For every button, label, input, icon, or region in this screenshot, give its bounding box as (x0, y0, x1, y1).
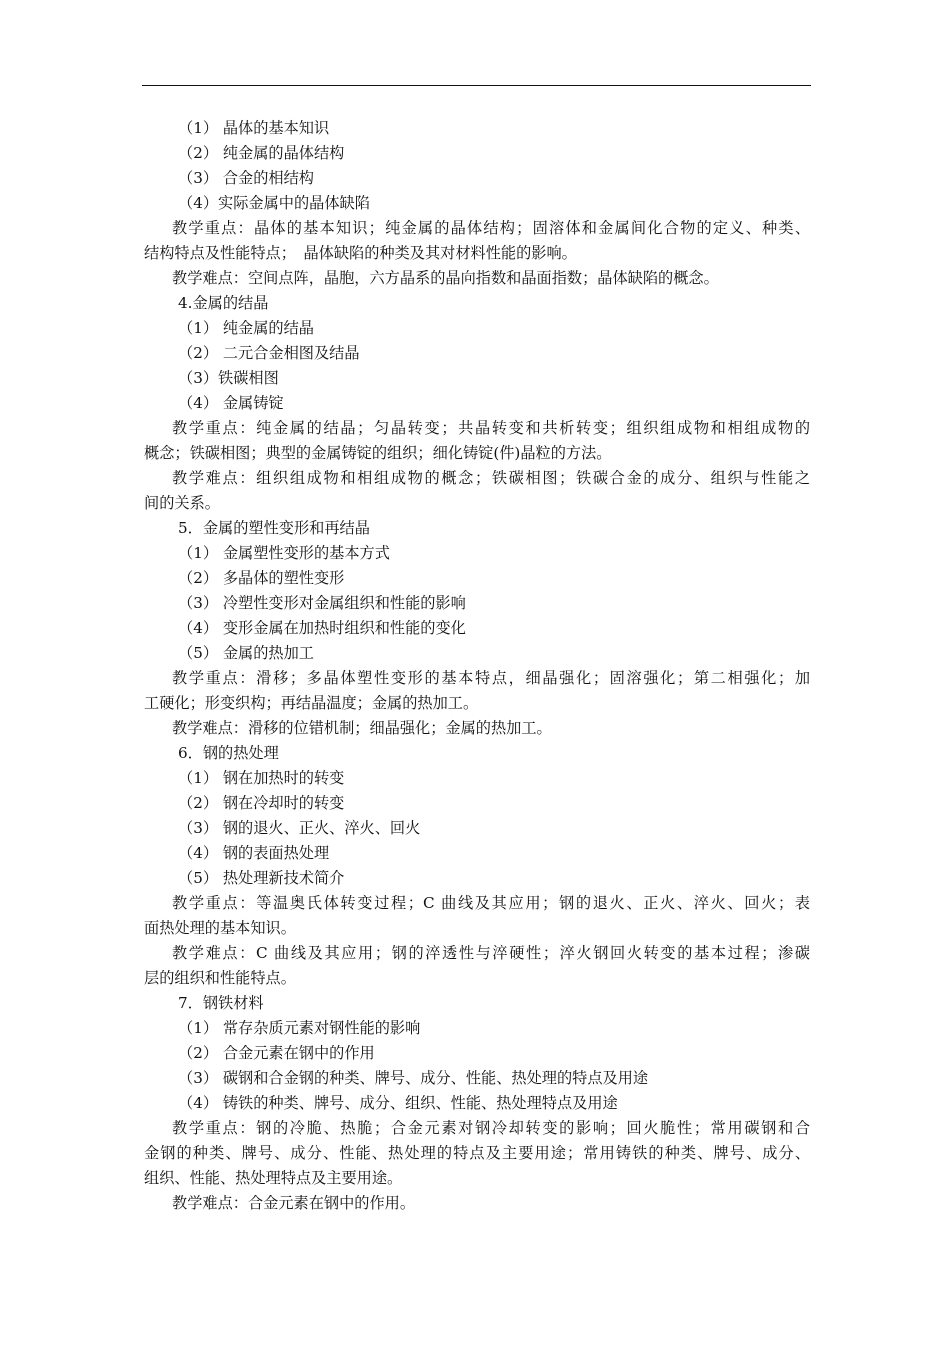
text-line: （2） 纯金属的晶体结构 (178, 144, 345, 162)
text-line: （5） 热处理新技术简介 (178, 869, 345, 887)
text-line: （2） 二元合金相图及结晶 (178, 344, 360, 362)
text-line: 面热处理的基本知识。 (144, 919, 296, 937)
text-line: 工硬化；形变织构；再结晶温度；金属的热加工。 (144, 694, 479, 712)
text-line: 层的组织和性能特点。 (144, 969, 296, 987)
text-line: 教学重点：滑移；多晶体塑性变形的基本特点，细晶强化；固溶强化；第二相强化；加 (172, 669, 810, 687)
text-line: （3） 钢的退火、正火、淬火、回火 (178, 819, 421, 837)
text-line: 教学难点：C 曲线及其应用；钢的淬透性与淬硬性；淬火钢回火转变的基本过程；渗碳 (172, 944, 810, 962)
text-line: （1） 钢在加热时的转变 (178, 769, 345, 787)
text-line: （2） 合金元素在钢中的作用 (178, 1044, 375, 1062)
text-line: 金钢的种类、牌号、成分、性能、热处理的特点及主要用途；常用铸铁的种类、牌号、成分、 (144, 1144, 810, 1162)
text-line: 间的关系。 (144, 494, 220, 512)
text-line: 教学难点：组织组成物和相组成物的概念；铁碳相图；铁碳合金的成分、组织与性能之 (172, 469, 810, 487)
text-line: （4） 铸铁的种类、牌号、成分、组织、性能、热处理特点及用途 (178, 1094, 618, 1112)
text-line: （4） 金属铸锭 (178, 394, 284, 412)
text-line: （1） 晶体的基本知识 (178, 119, 330, 137)
text-line: （1） 金属塑性变形的基本方式 (178, 544, 390, 562)
text-line: 6．钢的热处理 (178, 744, 279, 762)
text-line: （3）铁碳相图 (178, 369, 279, 387)
text-line: 结构特点及性能特点； 晶体缺陷的种类及其对材料性能的影响。 (144, 244, 577, 262)
text-line: 组织、性能、热处理特点及主要用途。 (144, 1169, 403, 1187)
text-line: 7．钢铁材料 (178, 994, 264, 1012)
text-line: 教学重点：晶体的基本知识；纯金属的晶体结构；固溶体和金属间化合物的定义、种类、 (172, 219, 810, 237)
text-line: 教学重点：钢的冷脆、热脆；合金元素对钢冷却转变的影响；回火脆性；常用碳钢和合 (172, 1119, 810, 1137)
document-body (144, 116, 810, 1216)
text-line: 教学难点：合金元素在钢中的作用。 (172, 1194, 415, 1212)
text-line: 教学难点：滑移的位错机制；细晶强化；金属的热加工。 (172, 719, 552, 737)
text-line: （3） 冷塑性变形对金属组织和性能的影响 (178, 594, 466, 612)
text-line: 教学难点：空间点阵，晶胞，六方晶系的晶向指数和晶面指数；晶体缺陷的概念。 (172, 269, 719, 287)
text-line: （4） 变形金属在加热时组织和性能的变化 (178, 619, 466, 637)
text-line: 4.金属的结晶 (178, 294, 269, 312)
text-line: （4）实际金属中的晶体缺陷 (178, 194, 370, 212)
text-line: 教学重点：纯金属的结晶；匀晶转变；共晶转变和共析转变；组织组成物和相组成物的 (172, 419, 810, 437)
text-line: （3） 碳钢和合金钢的种类、牌号、成分、性能、热处理的特点及用途 (178, 1069, 649, 1087)
text-line: 5．金属的塑性变形和再结晶 (178, 519, 370, 537)
text-line: （2） 钢在冷却时的转变 (178, 794, 345, 812)
text-line: （1） 常存杂质元素对钢性能的影响 (178, 1019, 421, 1037)
header-rule (142, 85, 811, 86)
text-line: （3） 合金的相结构 (178, 169, 314, 187)
text-line: 概念；铁碳相图；典型的金属铸锭的组织；细化铸锭(件)晶粒的方法。 (144, 444, 612, 462)
text-line: （4） 钢的表面热处理 (178, 844, 330, 862)
text-line: （5） 金属的热加工 (178, 644, 314, 662)
text-line: （2） 多晶体的塑性变形 (178, 569, 345, 587)
text-line: （1） 纯金属的结晶 (178, 319, 314, 337)
text-line: 教学重点：等温奥氏体转变过程；C 曲线及其应用；钢的退火、正火、淬火、回火；表 (172, 894, 810, 912)
